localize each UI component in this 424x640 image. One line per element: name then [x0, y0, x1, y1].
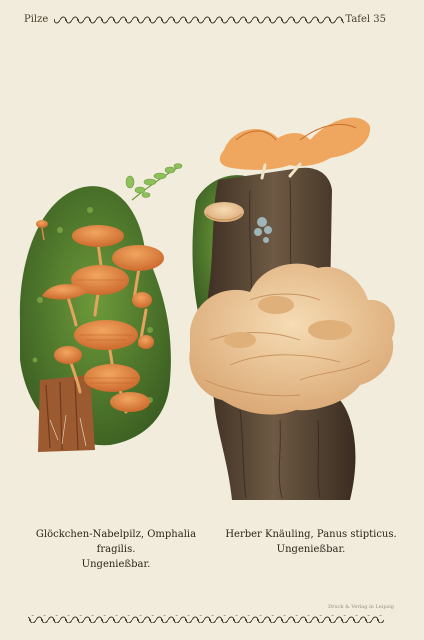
caption-panus-edibility: Ungenießbar.: [276, 544, 346, 555]
caption-omphalia-name: Glöckchen-Nabelpilz, Omphalia fragilis.: [35, 529, 197, 555]
omphalia-group: [20, 164, 182, 453]
orange-cap: [138, 335, 154, 349]
caption-panus: [218, 527, 404, 557]
panus-top-cluster: [220, 118, 370, 178]
caption-omphalia: [18, 527, 214, 572]
caption-panus-name: Herber Knäuling, Panus stipticus.: [225, 529, 397, 540]
fern-sprig: [126, 164, 182, 201]
header-plate-number: Tafel 35: [345, 14, 386, 25]
panus-group: [189, 118, 394, 500]
orange-cap: [72, 225, 124, 247]
orange-cap: [110, 392, 150, 412]
orange-cap: [54, 346, 82, 364]
panus-small-left: [204, 202, 244, 222]
orange-cap: [112, 245, 164, 271]
orange-cap: [132, 292, 152, 308]
header-section-title: Pilze: [24, 14, 49, 25]
caption-omphalia-edibility: Ungenießbar.: [81, 559, 151, 570]
printer-credit: Druck & Verlag in Leipzig: [328, 604, 394, 610]
